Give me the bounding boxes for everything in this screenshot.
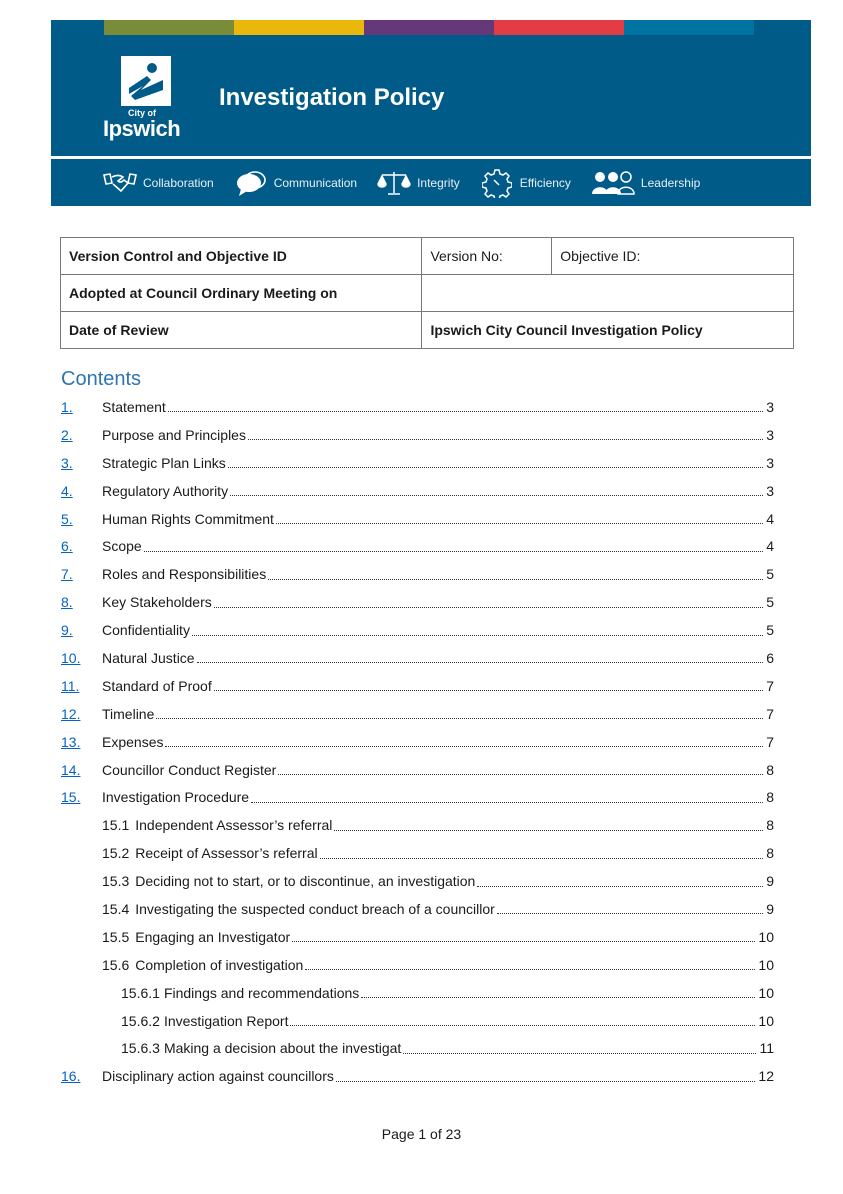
toc-title: Completion of investigation <box>135 956 304 973</box>
toc-page: 8 <box>766 845 774 862</box>
value-label: Efficiency <box>519 175 571 190</box>
toc-page: 8 <box>766 817 774 834</box>
toc-item[interactable] <box>61 505 774 533</box>
color-bar-red <box>494 20 624 35</box>
value-label: Integrity <box>417 175 460 190</box>
logo-city-of: City of <box>128 108 156 118</box>
dot-leader <box>334 830 763 831</box>
people-icon <box>591 170 635 196</box>
table-of-contents <box>61 393 774 1090</box>
toc-page: 5 <box>766 594 774 611</box>
toc-page: 11 <box>759 1040 774 1057</box>
toc-title: Regulatory Authority <box>102 482 229 499</box>
toc-subtitle <box>102 957 305 973</box>
dot-leader <box>336 1081 756 1082</box>
toc-page: 8 <box>766 761 774 778</box>
value-leadership <box>591 170 700 196</box>
toc-subitem[interactable] <box>61 867 774 895</box>
toc-title: Standard of Proof <box>102 677 212 694</box>
toc-page: 7 <box>766 705 774 722</box>
toc-subitem[interactable] <box>61 811 774 839</box>
toc-item[interactable] <box>61 477 774 505</box>
table-row <box>61 238 794 275</box>
speech-bubbles-icon <box>234 170 268 196</box>
toc-title: Strategic Plan Links <box>102 454 226 471</box>
table-row <box>61 275 794 312</box>
dot-leader <box>228 467 763 468</box>
toc-title: Statement <box>102 398 166 415</box>
toc-link-number[interactable]: 15. <box>61 789 81 806</box>
toc-page: 10 <box>758 1012 774 1029</box>
toc-title: Receipt of Assessor’s referral <box>135 845 318 862</box>
color-bar-yellow <box>234 20 364 35</box>
toc-page: 4 <box>766 510 774 527</box>
toc-item[interactable] <box>61 393 774 421</box>
toc-title: Investigating the suspected conduct breach of a councillor <box>135 900 495 917</box>
toc-item[interactable] <box>61 700 774 728</box>
value-label: Leadership <box>640 175 701 190</box>
dot-leader <box>290 1025 755 1026</box>
dot-leader <box>248 439 763 440</box>
toc-title: Councillor Conduct Register <box>102 761 277 778</box>
dot-leader <box>361 997 755 998</box>
dot-leader <box>292 941 755 942</box>
toc-subsubitem[interactable] <box>61 979 774 1007</box>
color-bar-green <box>104 20 234 35</box>
toc-page: 12 <box>758 1068 774 1085</box>
page-number: Page 1 of 23 <box>381 1126 462 1142</box>
value-collaboration <box>103 170 214 196</box>
toc-sub-number: 15.4 <box>102 900 130 917</box>
toc-title: Natural Justice <box>102 649 195 666</box>
dot-leader <box>276 523 763 524</box>
document-title: Investigation Policy <box>219 84 445 111</box>
toc-subtitle <box>121 985 361 1001</box>
toc-item[interactable] <box>61 560 774 588</box>
ipswich-logo <box>103 56 193 146</box>
toc-link-number[interactable]: 2. <box>61 426 73 443</box>
banner-main <box>51 20 811 156</box>
dot-leader <box>251 802 763 803</box>
header-banner <box>51 20 811 206</box>
toc-title: Expenses <box>102 733 164 750</box>
scales-icon <box>377 170 411 196</box>
toc-subitem[interactable] <box>61 895 774 923</box>
toc-sub-number: 15.5 <box>102 928 130 945</box>
toc-page: 5 <box>766 622 774 639</box>
dot-leader <box>477 886 763 887</box>
values-bar <box>51 159 811 206</box>
toc-item[interactable] <box>61 449 774 477</box>
toc-item[interactable] <box>61 1062 774 1090</box>
toc-sub-number: 15.3 <box>102 873 130 890</box>
dot-leader <box>320 858 763 859</box>
toc-page: 3 <box>766 454 774 471</box>
toc-link-number[interactable]: 14. <box>61 761 81 778</box>
dot-leader <box>305 969 755 970</box>
toc-title: Deciding not to start, or to discontinue, an investigation <box>135 873 476 890</box>
dot-leader <box>497 913 763 914</box>
toc-sub-number: 15.6.1 <box>121 984 160 1001</box>
toc-item[interactable] <box>61 728 774 756</box>
toc-subtitle <box>102 817 334 833</box>
dot-leader <box>214 607 763 608</box>
toc-link-number[interactable]: 7. <box>61 566 73 583</box>
toc-title: Investigation Report <box>163 1012 289 1029</box>
toc-page: 7 <box>766 733 774 750</box>
toc-link-number[interactable]: 16. <box>61 1068 81 1085</box>
dot-leader <box>214 690 763 691</box>
toc-subsubitem[interactable] <box>61 1034 774 1062</box>
toc-link-number[interactable]: 1. <box>61 398 73 415</box>
toc-link-number[interactable]: 13. <box>61 733 81 750</box>
value-communication <box>234 170 357 196</box>
dot-leader <box>278 774 763 775</box>
version-control-table <box>60 237 794 349</box>
dot-leader <box>230 495 763 496</box>
toc-link-number[interactable]: 3. <box>61 454 73 471</box>
toc-page: 3 <box>766 398 774 415</box>
dot-leader <box>403 1053 756 1054</box>
logo-i-mark-icon <box>121 56 171 106</box>
toc-title: Key Stakeholders <box>102 594 212 611</box>
toc-title: Scope <box>102 538 142 555</box>
dot-leader <box>156 718 763 719</box>
date-of-review-value: Ipswich City Council Investigation Policy <box>422 312 794 349</box>
toc-page: 10 <box>758 984 774 1001</box>
toc-subsubitem[interactable] <box>61 1007 774 1035</box>
value-label: Communication <box>273 175 358 190</box>
toc-item[interactable] <box>61 532 774 560</box>
toc-page: 3 <box>766 482 774 499</box>
toc-item[interactable] <box>61 756 774 784</box>
toc-title: Roles and Responsibilities <box>102 566 267 583</box>
value-efficiency <box>480 170 571 196</box>
toc-subtitle <box>121 1013 290 1029</box>
toc-title: Making a decision about the investigat <box>163 1040 402 1057</box>
gear-icon <box>480 170 514 196</box>
toc-link-number[interactable]: 6. <box>61 538 73 555</box>
logo-ipswich: Ipswich <box>103 116 181 141</box>
toc-sub-number: 15.6.3 <box>121 1040 160 1057</box>
toc-page: 5 <box>766 566 774 583</box>
toc-sub-number: 15.1 <box>102 817 130 834</box>
color-bars <box>104 20 754 35</box>
toc-subitem[interactable] <box>61 923 774 951</box>
toc-link-number[interactable]: 12. <box>61 705 81 722</box>
toc-item[interactable] <box>61 421 774 449</box>
toc-item[interactable] <box>61 783 774 811</box>
dot-leader <box>168 411 763 412</box>
dot-leader <box>192 635 763 636</box>
toc-page: 9 <box>766 873 774 890</box>
toc-item[interactable] <box>61 616 774 644</box>
toc-sub-number: 15.6 <box>102 956 130 973</box>
toc-link-number[interactable]: 5. <box>61 510 73 527</box>
toc-title: Purpose and Principles <box>102 426 246 443</box>
toc-subtitle <box>121 1040 403 1056</box>
dot-leader <box>197 662 763 663</box>
toc-title: Disciplinary action against councillors <box>102 1068 334 1085</box>
toc-title: Independent Assessor’s referral <box>135 817 333 834</box>
toc-title: Investigation Procedure <box>102 789 250 806</box>
toc-item[interactable] <box>61 588 774 616</box>
toc-sub-number: 15.6.2 <box>121 1012 160 1029</box>
color-bar-blue <box>624 20 754 35</box>
date-of-review-label: Date of Review <box>61 312 422 349</box>
contents-heading: Contents <box>61 368 142 390</box>
table-row <box>61 312 794 349</box>
toc-page: 8 <box>766 789 774 806</box>
toc-subtitle <box>102 929 292 945</box>
value-integrity <box>377 170 460 196</box>
handshake-icon <box>103 170 137 196</box>
color-bar-purple <box>364 20 494 35</box>
objective-id-field: Objective ID: <box>552 238 794 275</box>
toc-link-number[interactable]: 11. <box>61 677 80 694</box>
toc-link-number[interactable]: 10. <box>61 649 81 666</box>
toc-subitem[interactable] <box>61 839 774 867</box>
dot-leader <box>144 551 763 552</box>
toc-page: 3 <box>766 426 774 443</box>
toc-sub-number: 15.2 <box>102 845 130 862</box>
version-no-field: Version No: <box>422 238 552 275</box>
value-label: Collaboration <box>143 175 214 190</box>
toc-title: Human Rights Commitment <box>102 510 274 527</box>
toc-subtitle <box>102 901 497 917</box>
dot-leader <box>268 579 763 580</box>
toc-page: 10 <box>758 956 774 973</box>
toc-link-number[interactable]: 9. <box>61 622 73 639</box>
toc-item[interactable] <box>61 644 774 672</box>
toc-item[interactable] <box>61 672 774 700</box>
toc-link-number[interactable]: 4. <box>61 482 73 499</box>
toc-page: 6 <box>766 649 774 666</box>
toc-page: 4 <box>766 538 774 555</box>
toc-title: Timeline <box>102 705 155 722</box>
toc-page: 7 <box>766 677 774 694</box>
adopted-meeting-label: Adopted at Council Ordinary Meeting on <box>61 275 422 312</box>
toc-subitem[interactable] <box>61 951 774 979</box>
toc-title: Confidentiality <box>102 622 190 639</box>
toc-subtitle <box>102 845 320 861</box>
toc-subtitle <box>102 873 477 889</box>
toc-link-number[interactable]: 8. <box>61 594 73 611</box>
dot-leader <box>165 746 763 747</box>
toc-page: 10 <box>758 928 774 945</box>
toc-title: Engaging an Investigator <box>135 928 291 945</box>
toc-page: 9 <box>766 900 774 917</box>
toc-title: Findings and recommendations <box>163 984 360 1001</box>
version-control-label: Version Control and Objective ID <box>61 238 422 275</box>
adopted-meeting-value <box>422 275 794 312</box>
